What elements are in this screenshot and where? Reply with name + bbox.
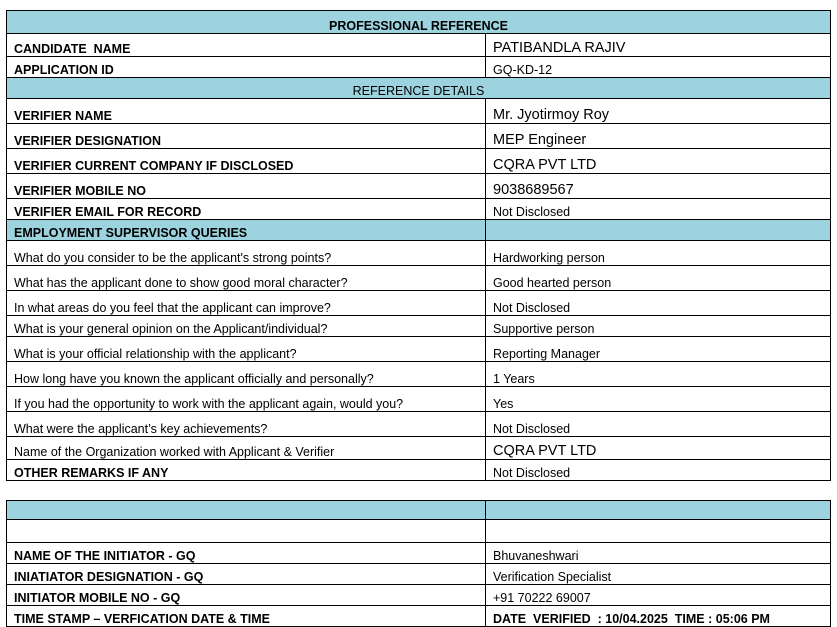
- query-row: [7, 362, 831, 387]
- verifier-label: VERIFIER EMAIL FOR RECORD: [7, 199, 486, 220]
- verifier-label: VERIFIER CURRENT COMPANY IF DISCLOSED: [7, 149, 486, 174]
- initiator-label: INIATIATOR DESIGNATION - GQ: [7, 564, 486, 585]
- verifier-row: [7, 99, 831, 124]
- query-row: [7, 266, 831, 291]
- verifier-row: [7, 199, 831, 220]
- initiator-label: INITIATOR MOBILE NO - GQ: [7, 585, 486, 606]
- queries-section-blank: [486, 220, 831, 241]
- form-title: PROFESSIONAL REFERENCE: [7, 11, 831, 34]
- query-answer: 1 Years: [486, 362, 831, 387]
- initiator-row: [7, 543, 831, 564]
- verifier-value: 9038689567: [486, 174, 831, 199]
- query-answer: Supportive person: [486, 316, 831, 337]
- query-question: What do you consider to be the applicant's strong points?: [7, 241, 486, 266]
- query-question: In what areas do you feel that the applicant can improve?: [7, 291, 486, 316]
- reference-section-row: [7, 78, 831, 99]
- verifier-label: VERIFIER MOBILE NO: [7, 174, 486, 199]
- query-question: What were the applicant’s key achievements?: [7, 412, 486, 437]
- query-row: [7, 337, 831, 362]
- queries-section-title: EMPLOYMENT SUPERVISOR QUERIES: [7, 220, 486, 241]
- query-row: [7, 437, 831, 460]
- query-question: What has the applicant done to show good moral character?: [7, 266, 486, 291]
- query-question: If you had the opportunity to work with the applicant again, would you?: [7, 387, 486, 412]
- initiator-label: NAME OF THE INITIATOR - GQ: [7, 543, 486, 564]
- query-answer: Reporting Manager: [486, 337, 831, 362]
- verifier-row: [7, 124, 831, 149]
- initiator-row: [7, 606, 831, 627]
- initiator-value: Bhuvaneshwari: [486, 543, 831, 564]
- verifier-row: [7, 174, 831, 199]
- query-row: [7, 241, 831, 266]
- query-question: What is your general opinion on the Applicant/individual?: [7, 316, 486, 337]
- remarks-value: Not Disclosed: [486, 460, 831, 481]
- timestamp-value: DATE VERIFIED : 10/04.2025 TIME : 05:06 PM: [486, 606, 831, 627]
- query-question: What is your official relationship with the applicant?: [7, 337, 486, 362]
- application-id-row: [7, 57, 831, 78]
- spacer-blank-row: [7, 520, 831, 543]
- query-row: [7, 387, 831, 412]
- verifier-value: Mr. Jyotirmoy Roy: [486, 99, 831, 124]
- query-row: [7, 316, 831, 337]
- queries-section-row: [7, 220, 831, 241]
- blank-cell: [486, 520, 831, 543]
- verifier-label: VERIFIER NAME: [7, 99, 486, 124]
- verifier-value: MEP Engineer: [486, 124, 831, 149]
- query-answer: Good hearted person: [486, 266, 831, 291]
- initiator-row: [7, 564, 831, 585]
- initiator-row: [7, 585, 831, 606]
- application-id-value: GQ-KD-12: [486, 57, 831, 78]
- candidate-name-value: PATIBANDLA RAJIV: [486, 34, 831, 57]
- verifier-value: CQRA PVT LTD: [486, 149, 831, 174]
- verifier-value: Not Disclosed: [486, 199, 831, 220]
- application-id-label: APPLICATION ID: [7, 57, 486, 78]
- initiator-value: +91 70222 69007: [486, 585, 831, 606]
- initiator-section-row: [7, 501, 831, 520]
- initiator-value: Verification Specialist: [486, 564, 831, 585]
- verifier-row: [7, 149, 831, 174]
- query-answer: CQRA PVT LTD: [486, 437, 831, 460]
- blank-cell: [7, 520, 486, 543]
- candidate-name-row: [7, 34, 831, 57]
- reference-section-title: REFERENCE DETAILS: [7, 78, 831, 99]
- query-answer: Yes: [486, 387, 831, 412]
- reference-form: [6, 10, 830, 627]
- spacer-row: [7, 481, 831, 501]
- remarks-row: [7, 460, 831, 481]
- initiator-section-blank: [486, 501, 831, 520]
- query-row: [7, 291, 831, 316]
- query-answer: Hardworking person: [486, 241, 831, 266]
- verifier-label: VERIFIER DESIGNATION: [7, 124, 486, 149]
- remarks-label: OTHER REMARKS IF ANY: [7, 460, 486, 481]
- candidate-name-label: CANDIDATE NAME: [7, 34, 486, 57]
- initiator-section-blank: [7, 501, 486, 520]
- query-question: Name of the Organization worked with Applicant & Verifier: [7, 437, 486, 460]
- title-row: [7, 11, 831, 34]
- query-row: [7, 412, 831, 437]
- initiator-label: TIME STAMP – VERFICATION DATE & TIME: [7, 606, 486, 627]
- query-answer: Not Disclosed: [486, 412, 831, 437]
- query-answer: Not Disclosed: [486, 291, 831, 316]
- spacer-cell: [7, 481, 486, 501]
- query-question: How long have you known the applicant officially and personally?: [7, 362, 486, 387]
- reference-table: [6, 10, 831, 627]
- spacer-cell: [486, 481, 831, 501]
